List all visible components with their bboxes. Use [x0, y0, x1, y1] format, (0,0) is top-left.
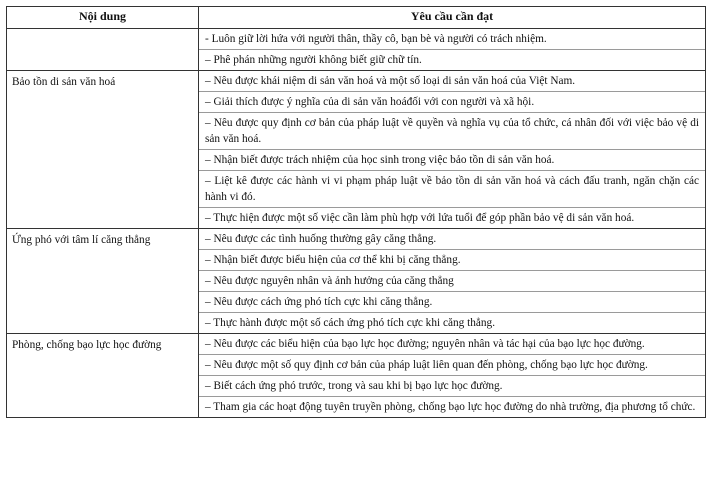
- topic-cell: Ứng phó với tâm lí căng thẳng: [7, 229, 199, 334]
- requirement-item: – Nêu được các tình huống thường gây căng thẳng.: [199, 229, 705, 250]
- requirement-item: – Nêu được cách ứng phó tích cực khi căng thẳng.: [199, 292, 705, 313]
- requirement-item: – Nêu được quy định cơ bản của pháp luật về quyền và nghĩa vụ của tổ chức, cá nhân đối với việc bảo vệ di sản văn hoá.: [199, 113, 705, 150]
- requirement-item: – Phê phán những người không biết giữ chữ tín.: [205, 54, 422, 66]
- requirements-cell: [199, 229, 706, 334]
- table-row: [7, 71, 706, 229]
- header-requirements: Yêu cầu cần đạt: [199, 7, 706, 29]
- curriculum-table: [6, 6, 706, 418]
- requirements-cell: [199, 29, 706, 71]
- requirement-item: – Nêu được nguyên nhân và ảnh hưởng của căng thẳng: [199, 271, 705, 292]
- requirement-item: – Thực hiện được một số việc cần làm phù hợp với lứa tuổi để góp phần bảo vệ di sản văn hoá.: [205, 212, 635, 224]
- requirements-cell: [199, 334, 706, 418]
- requirement-item: – Tham gia các hoạt động tuyên truyền phòng, chống bạo lực học đường do nhà trường, địa phương tổ chức.: [205, 401, 696, 413]
- requirement-item: – Thực hành được một số cách ứng phó tích cực khi căng thẳng.: [205, 317, 496, 329]
- header-content: Nội dung: [7, 7, 199, 29]
- requirement-item: – Nêu được một số quy định cơ bản của pháp luật liên quan đến phòng, chống bạo lực học đường.: [199, 355, 705, 376]
- requirement-item: – Nhận biết được trách nhiệm của học sinh trong việc bảo tồn di sản văn hoá.: [199, 150, 705, 171]
- table-row: [7, 29, 706, 71]
- requirement-item: – Giải thích được ý nghĩa của di sản văn hoáđối với con người và xã hội.: [199, 92, 705, 113]
- header-row: [7, 7, 706, 29]
- requirement-item: – Nêu được các biểu hiện của bạo lực học đường; nguyên nhân và tác hại của bạo lực học đường.: [199, 334, 705, 355]
- requirement-item: – Liệt kê được các hành vi vi phạm pháp luật về bảo tồn di sản văn hoá và cách đấu tranh, ngăn chặn các hành vi đó.: [199, 171, 705, 208]
- requirement-item: – Biết cách ứng phó trước, trong và sau khi bị bạo lực học đường.: [199, 376, 705, 397]
- requirement-item: – Nêu được khái niệm di sản văn hoá và một số loại di sản văn hoá của Việt Nam.: [199, 71, 705, 92]
- requirement-item: - Luôn giữ lời hứa với người thân, thầy cô, bạn bè và người có trách nhiệm.: [199, 29, 705, 50]
- requirements-cell: [199, 71, 706, 229]
- table-row: [7, 229, 706, 334]
- topic-cell: Bảo tồn di sản văn hoá: [7, 71, 199, 229]
- topic-cell: Phòng, chống bạo lực học đường: [7, 334, 199, 418]
- requirement-item: – Nhận biết được biểu hiện của cơ thể khi bị căng thẳng.: [199, 250, 705, 271]
- topic-cell: [7, 29, 199, 71]
- table-row: [7, 334, 706, 418]
